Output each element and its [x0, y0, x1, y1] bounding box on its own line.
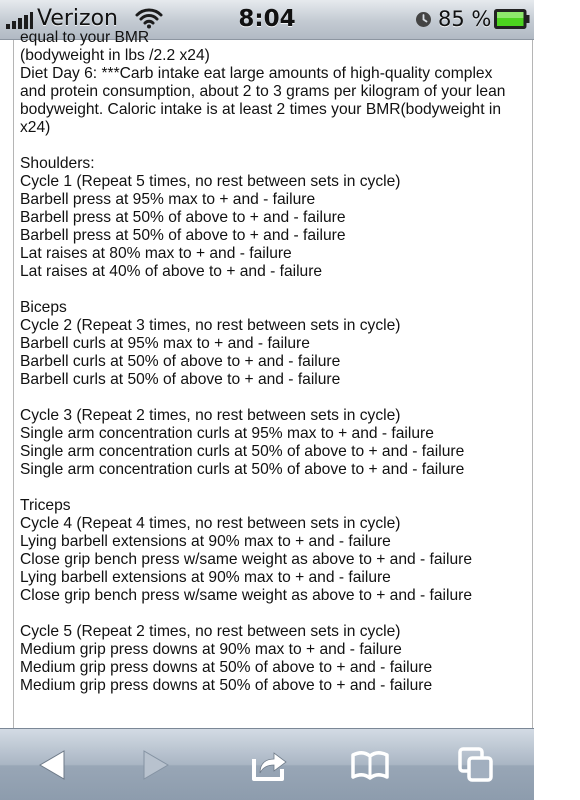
- article-line: Close grip bench press w/same weight as above to + and - failure: [20, 551, 473, 568]
- article-line: Lying barbell extensions at 90% max to + and - failure: [20, 533, 391, 550]
- battery-percent: 85 %: [438, 7, 492, 31]
- share-button[interactable]: [248, 745, 288, 785]
- pages-icon: [456, 745, 496, 785]
- blank-line: [20, 479, 580, 497]
- article-line: Lat raises at 80% max to + and - failure: [20, 245, 292, 262]
- article-text: [20, 29, 580, 695]
- article-line: Barbell press at 50% of above to + and - failure: [20, 209, 346, 226]
- article-line: Single arm concentration curls at 95% max to + and - failure: [20, 425, 434, 442]
- article-line: Triceps: [20, 497, 71, 514]
- article-line: Cycle 3 (Repeat 2 times, no rest between sets in cycle): [20, 407, 401, 424]
- pages-button[interactable]: [456, 745, 496, 785]
- article-line: Single arm concentration curls at 50% of above to + and - failure: [20, 443, 465, 460]
- article-line: bodyweight. Caloric intake is at least 2 times your BMR(bodyweight in: [20, 101, 502, 118]
- web-content[interactable]: [0, 29, 534, 728]
- blank-line: [20, 281, 580, 299]
- article-line: x24): [20, 119, 51, 136]
- article-line: Lying barbell extensions at 90% max to + and - failure: [20, 569, 391, 586]
- article-line: Cycle 2 (Repeat 3 times, no rest between sets in cycle): [20, 317, 401, 334]
- article-line: Diet Day 6: ***Carb intake eat large amounts of high-quality complex: [20, 65, 493, 82]
- article-line: Barbell curls at 50% of above to + and - failure: [20, 353, 341, 370]
- article-line: Cycle 1 (Repeat 5 times, no rest between sets in cycle): [20, 173, 401, 190]
- article-line: Shoulders:: [20, 155, 95, 172]
- article-line: Cycle 4 (Repeat 4 times, no rest between sets in cycle): [20, 515, 401, 532]
- forward-button[interactable]: [134, 745, 174, 785]
- back-arrow-icon: [34, 745, 74, 785]
- blank-line: [20, 137, 580, 155]
- carrier-name: Verizon: [37, 6, 118, 31]
- forward-arrow-icon: [134, 745, 174, 785]
- article-line: Medium grip press downs at 50% of above to + and - failure: [20, 659, 433, 676]
- back-button[interactable]: [34, 745, 74, 785]
- article-line: (bodyweight in lbs /2.2 x24): [20, 47, 210, 64]
- article-line: Biceps: [20, 299, 67, 316]
- bookmarks-button[interactable]: [350, 745, 390, 785]
- article-line: Medium grip press downs at 90% max to + and - failure: [20, 641, 402, 658]
- article-line: Barbell press at 95% max to + and - failure: [20, 191, 316, 208]
- article-line: and protein consumption, about 2 to 3 grams per kilogram of your lean: [20, 83, 506, 100]
- article-line: Barbell curls at 95% max to + and - failure: [20, 335, 310, 352]
- article-line: equal to your BMR: [20, 29, 150, 46]
- article-line: Lat raises at 40% of above to + and - failure: [20, 263, 323, 280]
- browser-toolbar: [0, 728, 534, 800]
- article-line: Barbell curls at 50% of above to + and - failure: [20, 371, 341, 388]
- bookmarks-icon: [350, 745, 390, 785]
- blank-line: [20, 389, 580, 407]
- article-line: Single arm concentration curls at 50% of above to + and - failure: [20, 461, 465, 478]
- article-line: Cycle 5 (Repeat 2 times, no rest between sets in cycle): [20, 623, 401, 640]
- article-line: Barbell press at 50% of above to + and - failure: [20, 227, 346, 244]
- article-line: Medium grip press downs at 50% of above to + and - failure: [20, 677, 433, 694]
- page-border-left: [13, 40, 14, 728]
- status-clock: 8:04: [238, 6, 296, 32]
- battery-icon: [494, 9, 530, 29]
- share-icon: [248, 745, 288, 785]
- article-line: Close grip bench press w/same weight as above to + and - failure: [20, 587, 473, 604]
- blank-line: [20, 605, 580, 623]
- orientation-lock-icon: [415, 11, 432, 28]
